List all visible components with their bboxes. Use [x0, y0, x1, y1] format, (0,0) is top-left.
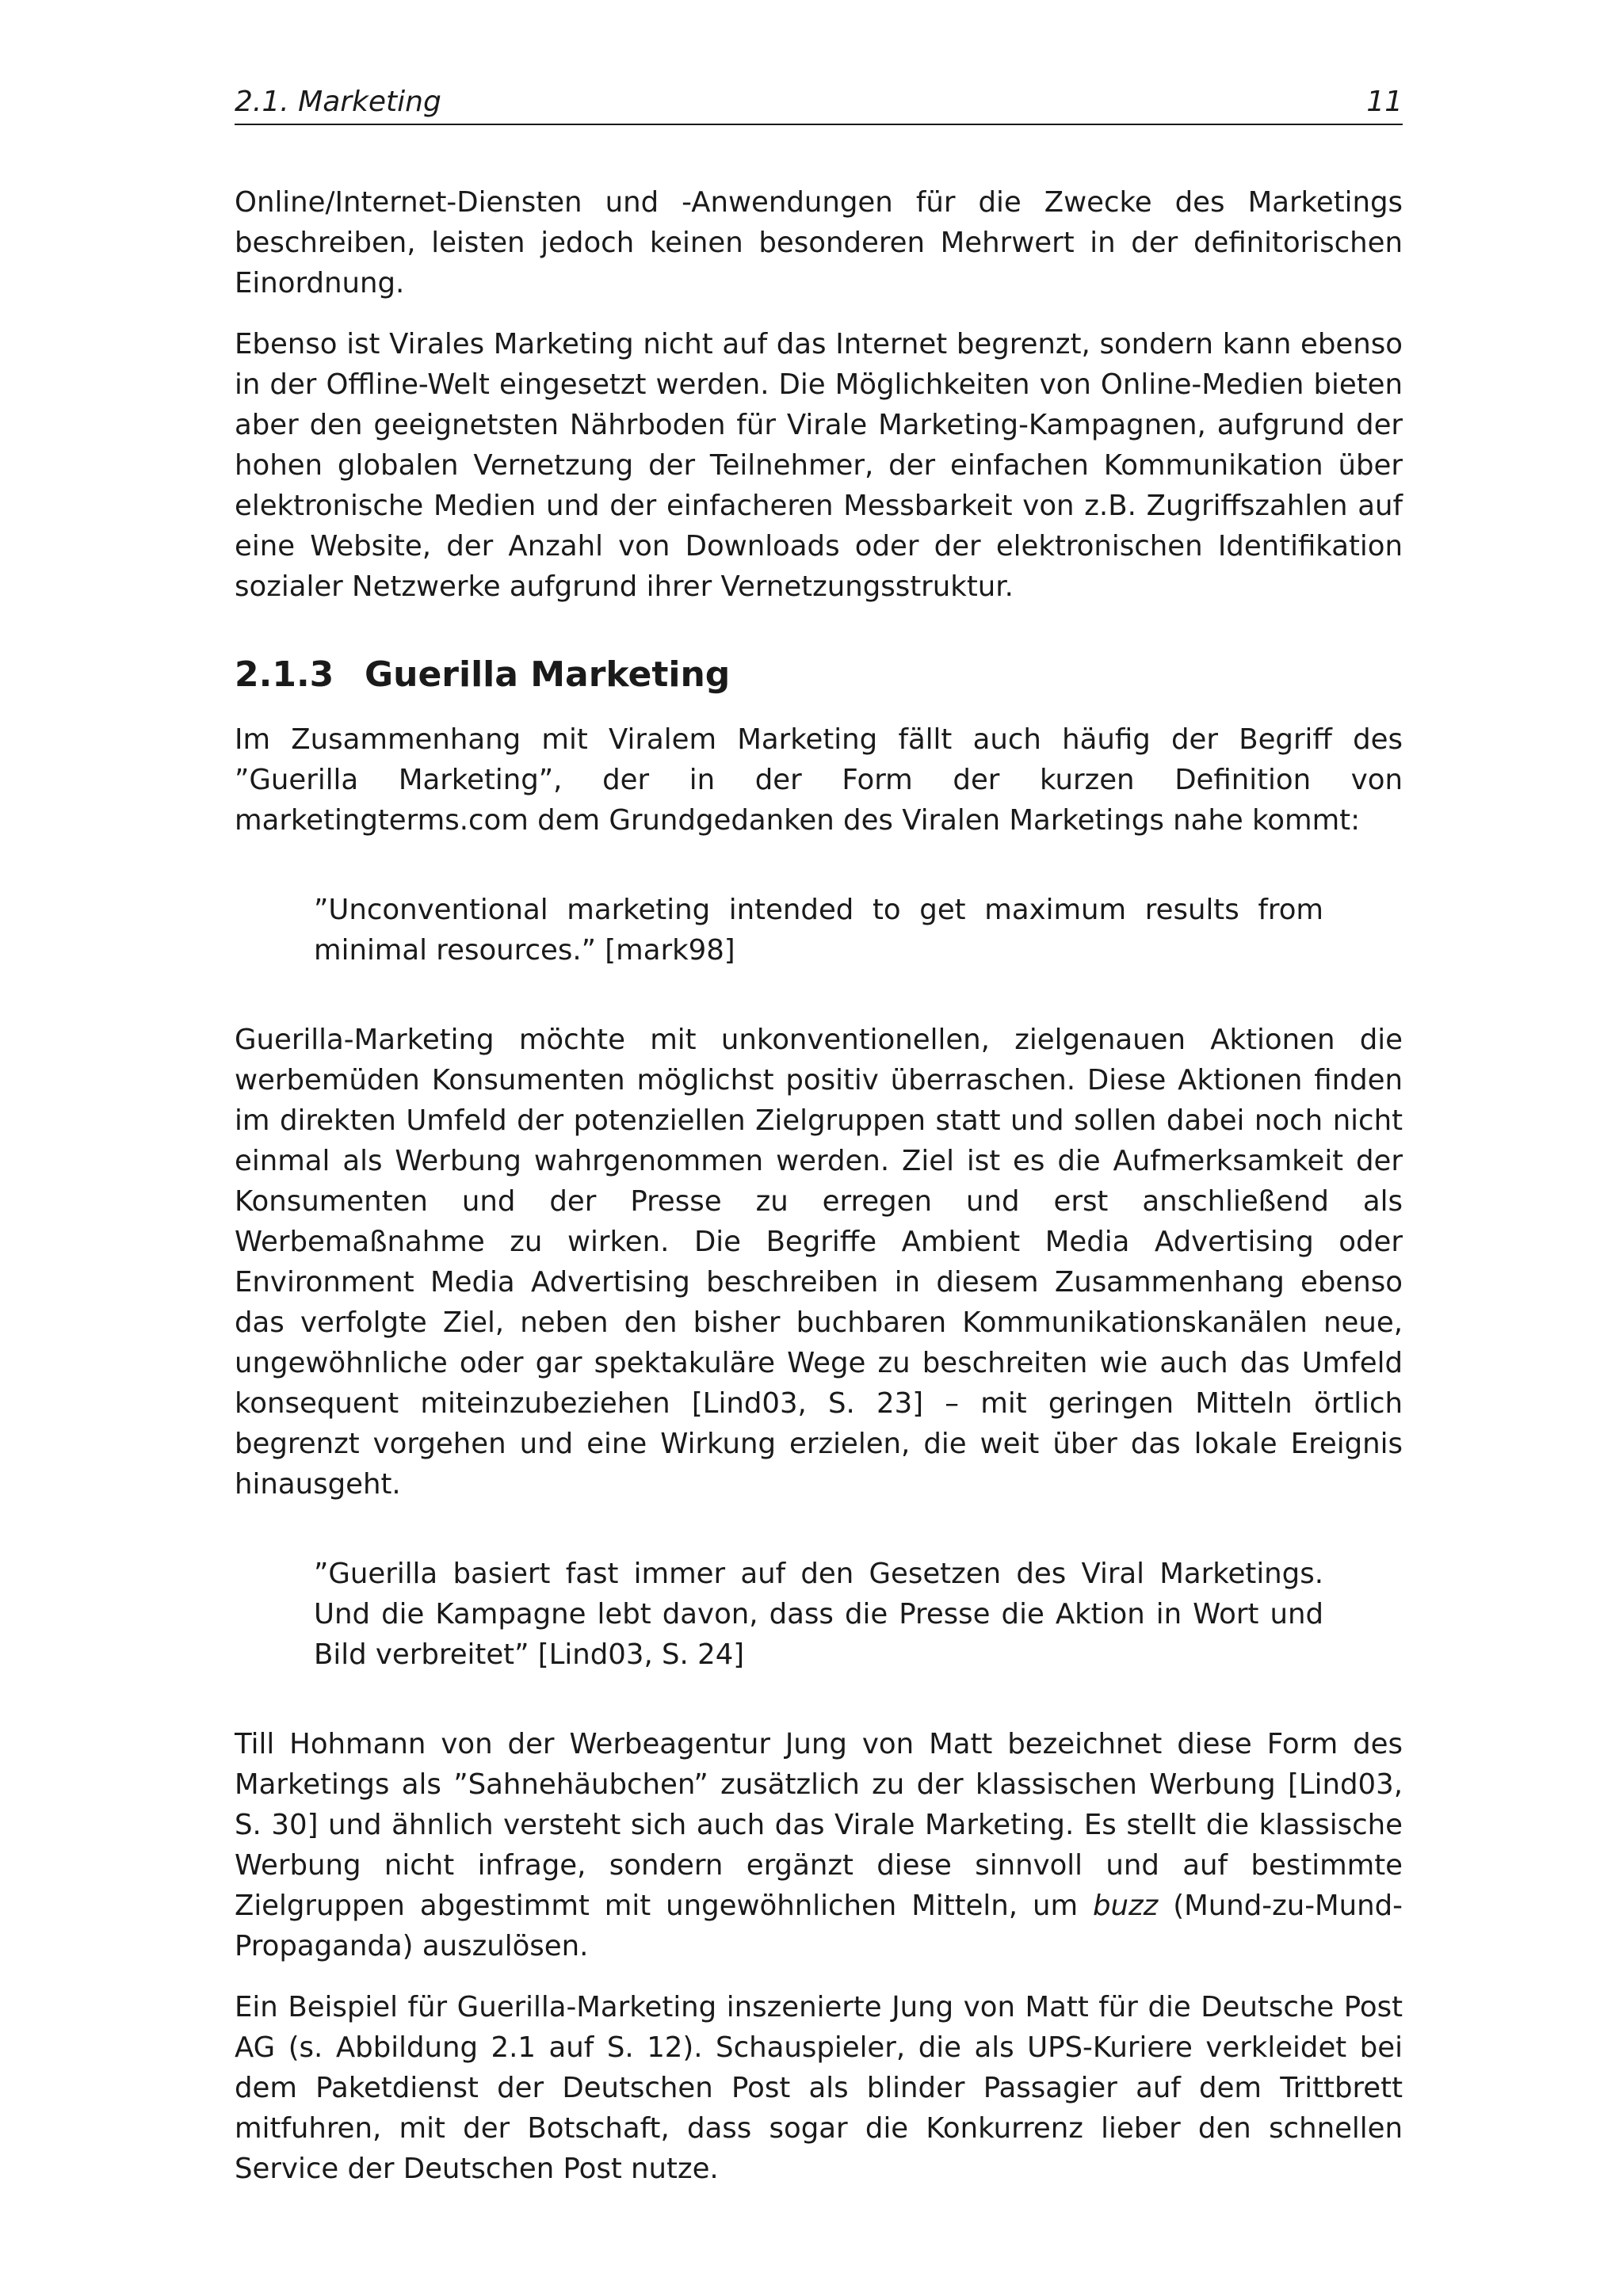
quote-text: ”Unconventional marketing intended to get maximum results from minimal resources.” [mark98] [314, 894, 1323, 967]
page-body [235, 182, 1403, 2189]
header-section-title: 2.1. Marketing [235, 86, 441, 118]
quote-text: ”Guerilla basiert fast immer auf den Gesetzen des Viral Marketings. Und die Kampagne lebt davon, dass die Presse die Aktion in Wort und Bild verbreitet” [Lind03, S. 24] [314, 1558, 1323, 1671]
block-quote [314, 1554, 1323, 1675]
block-quote [314, 890, 1323, 971]
header-page-number: 11 [1366, 86, 1403, 118]
running-header [235, 82, 1403, 125]
paragraph-text: (Mund-zu-Mund-Propaganda) auszulösen. [235, 1890, 1403, 1962]
paragraph: Guerilla-Marketing möchte mit unkonventionellen, zielgenauen Aktionen die werbemüden Konsumenten möglichst positiv überraschen. Diese Aktionen finden im direkten Umfeld der potenziellen Zielgruppen statt und sollen dabei noch nicht einmal als Werbung wahrgenommen werden. Ziel ist es die Aufmerksamkeit der Konsumenten und der Presse zu erregen und erst anschließend als Werbemaßnahme zu wirken. Die Begriffe Ambient Media Advertising oder Environment Media Advertising beschreiben in diesem Zusammenhang ebenso das verfolgte Ziel, neben den bisher buchbaren Kommunikationskanälen neue, ungewöhnliche oder gar spektakuläre Wege zu beschreiten wie auch das Umfeld konsequent miteinzubeziehen [Lind03, S. 23] – mit geringen Mitteln örtlich begrenzt vorgehen und eine Wirkung erzielen, die weit über das lokale Ereignis hinausgeht. [235, 1024, 1403, 1501]
paragraph [235, 1724, 1403, 1966]
paragraph: Im Zusammenhang mit Viralem Marketing fällt auch häufig der Begriff des ”Guerilla Marketing”, der in der Form der kurzen Definition von marketingterms.com dem Grundgedanken des Viralen Marketings nahe kommt: [235, 723, 1403, 837]
section-heading [235, 653, 1403, 697]
emphasis-buzz: buzz [1093, 1890, 1159, 1922]
paragraph-text: Till Hohmann von der Werbeagentur Jung von Matt bezeichnet diese Form des Marketings als ”Sahnehäubchen” zusätzlich zu der klassischen Werbung [Lind03, S. 30] und ähnlich versteht sich auch das Virale Marketing. Es stellt die klassische Werbung nicht infrage, sondern ergänzt diese sinnvoll und auf bestimmte Zielgruppen abgestimmt mit ungewöhnlichen Mitteln, um [235, 1728, 1403, 1922]
section-number: 2.1.3 [235, 654, 334, 695]
paragraph: Ein Beispiel für Guerilla-Marketing inszenierte Jung von Matt für die Deutsche Post AG (s. Abbildung 2.1 auf S. 12). Schauspieler, die als UPS-Kuriere verkleidet bei dem Paketdienst der Deutschen Post als blinder Passagier auf dem Trittbrett mitfuhren, mit der Botschaft, dass sogar die Konkurrenz lieber den schnellen Service der Deutschen Post nutze. [235, 1991, 1403, 2185]
section-title: Guerilla Marketing [365, 654, 731, 695]
paragraph: Ebenso ist Virales Marketing nicht auf das Internet begrenzt, sondern kann ebenso in der Offline-Welt eingesetzt werden. Die Möglichkeiten von Online-Medien bieten aber den geeignetsten Nährboden für Virale Marketing-Kampagnen, aufgrund der hohen globalen Vernetzung der Teilnehmer, der einfachen Kommunikation über elektronische Medien und der einfacheren Messbarkeit von z.B. Zugriffszahlen auf eine Website, der Anzahl von Downloads oder der elektronischen Identifikation sozialer Netzwerke aufgrund ihrer Vernetzungsstruktur. [235, 328, 1403, 603]
paragraph: Online/Internet-Diensten und -Anwendungen für die Zwecke des Marketings beschreiben, leisten jedoch keinen besonderen Mehrwert in der definitorischen Einordnung. [235, 186, 1403, 299]
